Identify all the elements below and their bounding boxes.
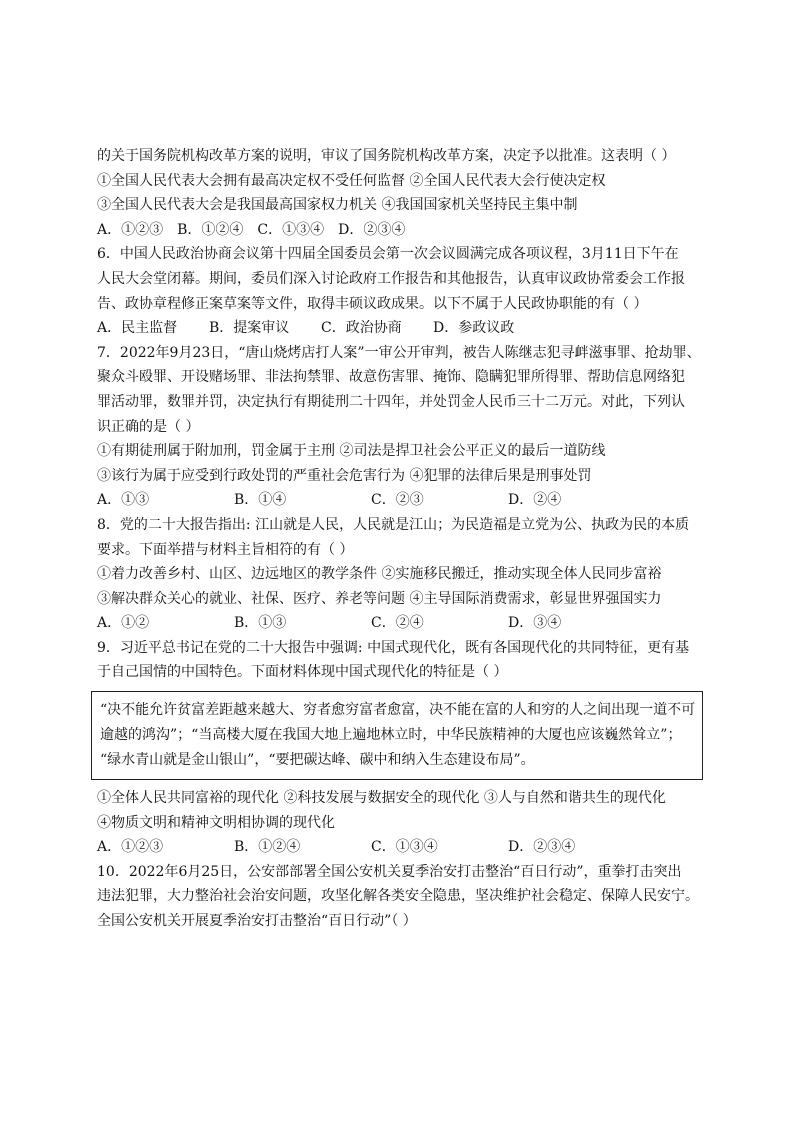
material-line: “决不能允许贫富差距越来越大、穷者愈穷富者愈富，决不能在富的人和穷的人之间出现一道不可 (100, 702, 696, 719)
question-10 (97, 860, 697, 934)
question-9-stem: 9．习近平总书记在党的二十大报告中强调: 中国式现代化，既有各国现代化的共同特征，更有基 (97, 639, 690, 656)
option-d: D．②④ (508, 492, 562, 509)
question-9 (97, 636, 697, 860)
question-8-item: ③解决群众关心的就业、社保、医疗、养老等问题 ④主导国际消费需求，彰显世界强国实力 (97, 590, 662, 607)
question-list (97, 144, 701, 934)
question-5-item: ①全国人民代表大会拥有最高决定权不受任何监督 ②全国人民代表大会行使决定权 (97, 172, 606, 189)
question-6-stem: 人民大会堂闭幕。期间，委员们深入讨论政府工作报告和其他报告，认真审议政协常委会工作报 (97, 270, 685, 287)
question-5-item: ③全国人民代表大会是我国最高国家权力机关 ④我国国家机关坚持民主集中制 (97, 197, 578, 214)
option-a: A．①②③ (97, 221, 164, 238)
material-box (91, 691, 703, 780)
question-5-stem: 的关于国务院机构改革方案的说明，审议了国务院机构改革方案，决定予以批准。这表明（ ） (97, 148, 676, 164)
option-c: C．②③ (371, 492, 424, 509)
question-10-stem: 10．2022年6月25日，公安部部署全国公安机关夏季治安打击整治“百日行动”，重拳打击突出 (97, 863, 682, 880)
option-d: D．参政议政 (433, 320, 515, 337)
option-b: B．提案审议 (209, 320, 290, 337)
option-d: D．②③④ (338, 221, 406, 238)
option-a: A．民主监督 (97, 320, 178, 337)
question-7 (97, 341, 701, 513)
question-7-stem: 识正确的是（ ） (97, 418, 200, 435)
material-line: 逾越的鸿沟”；“当高楼大厦在我国大地上遍地林立时，中华民族精神的大厦也应该巍然耸立”； (100, 727, 682, 744)
question-7-stem: 7．2022年9月23日，“唐山烧烤店打人案”一审公开审判，被告人陈继志犯寻衅滋事罪、抢劫罪、 (97, 344, 701, 361)
question-7-stem: 罪活动罪，数罪并罚，决定执行有期徒刑二十四年，并处罚金人民币三十二万元。对此，下列认 (97, 393, 685, 410)
question-6-stem: 告、政协章程修正案草案等文件，取得丰硕议政成果。以下不属于人民政协职能的有（ ） (97, 295, 648, 312)
option-b: B．①②④ (234, 839, 301, 856)
question-9-options (97, 835, 697, 860)
option-c: C．①③④ (371, 839, 438, 856)
option-d: D．③④ (508, 615, 562, 632)
question-7-item: ③该行为属于应受到行政处罚的严重社会危害行为 ④犯罪的法律后果是刑事处罚 (97, 467, 592, 484)
option-a: A．①②③ (97, 839, 164, 856)
question-8-options (97, 611, 697, 636)
question-5-options (97, 218, 697, 243)
option-a: A．①② (97, 615, 150, 632)
material-line: “绿水青山就是金山银山”，“要把碳达峰、碳中和纳入生态建设布局”。 (100, 752, 535, 769)
question-7-stem: 聚众斗殴罪、开设赌场罪、非法拘禁罪、故意伤害罪、掩饰、隐瞒犯罪所得罪、帮助信息网络犯 (97, 369, 685, 386)
question-7-options (97, 488, 697, 513)
option-b: B．①③ (234, 615, 287, 632)
question-9-item: ④物质文明和精神文明相协调的现代化 (97, 814, 335, 831)
option-a: A．①③ (97, 492, 150, 509)
question-10-stem: 违法犯罪，大力整治社会治安问题，攻坚化解各类安全隐患，坚决维护社会稳定、保障人民安宁。 (97, 888, 699, 905)
question-8-stem: 8．党的二十大报告指出: 江山就是人民，人民就是江山；为民造福是立党为公、执政为民的本质 (97, 516, 690, 533)
question-6-stem: 6．中国人民政治协商会议第十四届全国委员会第一次会议圆满完成各项议程，3月11日下午在 (97, 246, 679, 263)
question-9-item: ①全体人民共同富裕的现代化 ②科技发展与数据安全的现代化 ③人与自然和谐共生的现代化 (97, 790, 666, 807)
option-c: C．②④ (371, 615, 424, 632)
option-c: C．①③④ (257, 221, 325, 238)
question-7-item: ①有期徒刑属于附加刑，罚金属于主刑 ②司法是捍卫社会公平正义的最后一道防线 (97, 443, 606, 460)
question-6 (97, 242, 697, 340)
option-c: C．政治协商 (321, 320, 402, 337)
option-d: D．②③④ (508, 839, 576, 856)
question-10-stem: 全国公安机关开展夏季治安打击整治“百日行动”（ ） (97, 913, 417, 930)
question-5 (97, 144, 697, 242)
question-9-stem: 于自己国情的中国特色。下面材料体现中国式现代化的特征是（ ） (97, 664, 508, 681)
option-b: B．①②④ (177, 221, 244, 238)
question-8-stem: 要求。下面举措与材料主旨相符的有（ ） (97, 541, 354, 558)
option-b: B．①④ (234, 492, 287, 509)
question-6-options (97, 316, 697, 341)
question-8 (97, 513, 697, 636)
question-8-item: ①着力改善乡村、山区、边远地区的教学条件 ②实施移民搬迁，推动实现全体人民同步富裕 (97, 566, 662, 583)
